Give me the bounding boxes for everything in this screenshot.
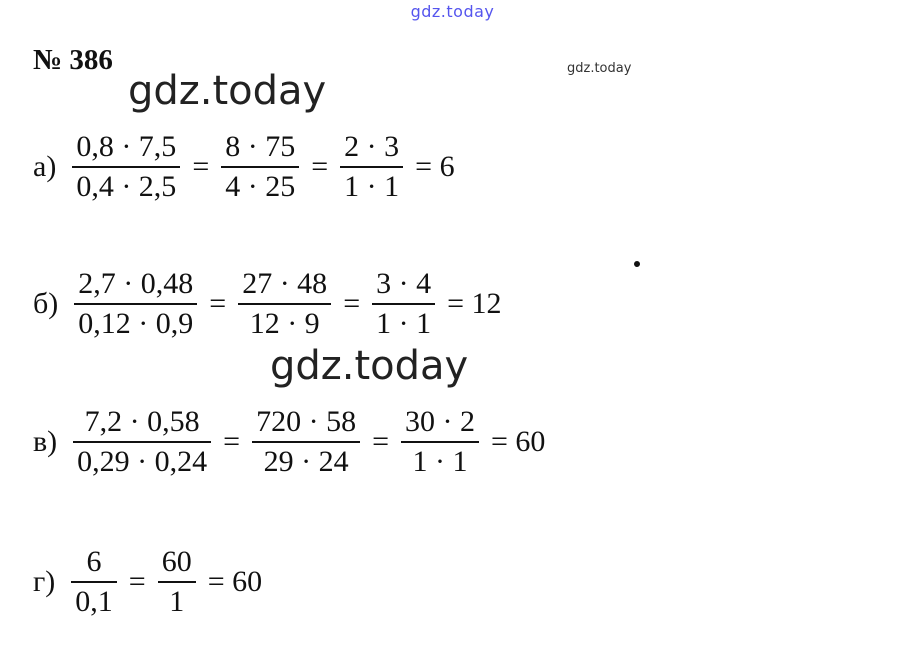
item-label: в): [33, 425, 58, 458]
fraction: [238, 265, 331, 343]
equals-sign: =: [209, 287, 227, 320]
result: = 60: [491, 425, 546, 458]
numerator: 0,8 · 7,5: [76, 130, 177, 163]
watermark-small: gdz.today: [567, 61, 632, 76]
denominator: 12 · 9: [249, 307, 320, 340]
equals-sign: =: [372, 425, 389, 458]
numerator: 2 · 3: [344, 130, 400, 163]
problem-title: № 386: [33, 44, 113, 76]
watermark-large-2: gdz.today: [270, 343, 469, 389]
numerator: 27 · 48: [242, 267, 328, 300]
fraction: [252, 403, 360, 481]
denominator: 4 · 25: [225, 170, 296, 203]
denominator: 0,29 · 0,24: [77, 445, 208, 478]
stray-dot: [634, 261, 640, 267]
watermark-large-1: gdz.today: [128, 68, 327, 114]
numerator: 30 · 2: [405, 405, 475, 438]
fraction: [221, 128, 299, 206]
fraction: [401, 403, 479, 481]
equation-d: [33, 543, 268, 621]
denominator: 1 · 1: [412, 445, 468, 478]
fraction: [74, 265, 197, 343]
result: = 12: [447, 287, 502, 320]
equation-c: [33, 403, 551, 481]
equals-sign: =: [128, 565, 146, 598]
numerator: 2,7 · 0,48: [78, 267, 194, 300]
numerator: 8 · 75: [225, 130, 296, 163]
item-label: г): [33, 565, 56, 598]
denominator: 0,4 · 2,5: [76, 170, 177, 203]
equals-sign: =: [223, 425, 241, 458]
equals-sign: =: [343, 287, 361, 320]
numerator: 6: [86, 545, 102, 578]
equation-a: [33, 128, 461, 206]
numerator: 60: [161, 545, 192, 578]
denominator: 0,1: [75, 585, 113, 618]
equation-b: [33, 265, 508, 343]
numerator: 7,2 · 0,58: [84, 405, 200, 438]
fraction: [73, 403, 211, 481]
denominator: 0,12 · 0,9: [78, 307, 194, 340]
numerator: 720 · 58: [256, 405, 357, 438]
numerator: 3 · 4: [376, 267, 432, 300]
fraction: [158, 543, 196, 621]
fraction: [372, 265, 435, 343]
fraction: [72, 128, 180, 206]
watermark-top: gdz.today: [410, 2, 495, 21]
item-label: а): [33, 150, 57, 183]
equals-sign: =: [311, 150, 329, 183]
denominator: 29 · 24: [263, 445, 349, 478]
item-label: б): [33, 287, 59, 320]
denominator: 1 · 1: [376, 307, 432, 340]
denominator: 1 · 1: [344, 170, 400, 203]
fraction: [340, 128, 403, 206]
result: = 6: [415, 150, 455, 183]
denominator: 1: [169, 585, 185, 618]
result: = 60: [207, 565, 263, 598]
fraction: [71, 543, 117, 621]
equals-sign: =: [192, 150, 210, 183]
